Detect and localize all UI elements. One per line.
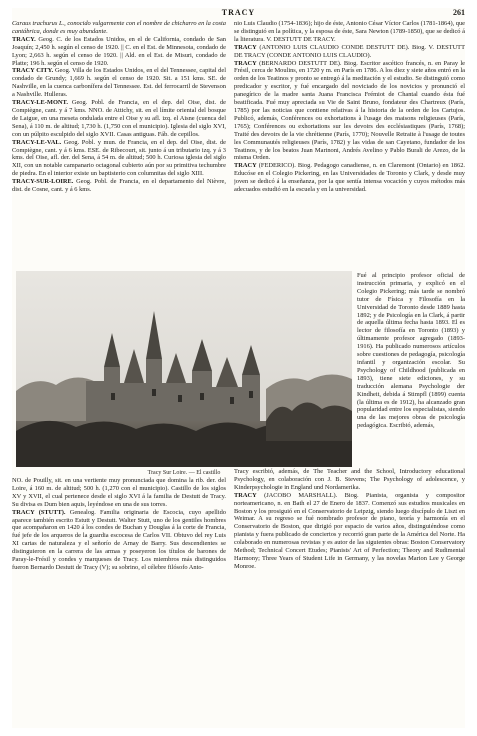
entry: TRACY (STUTT). Genealog. Familia originaria de Escocia, cuyo apellido aparece también escrito Estutt y Destutt. Walter Stutt, uno de los gentiles hombres que acompañaron en 1420 á los condes de Buchan y Douglas á la corte de Francia, fué jefe de los arqueros de la guardia escocesa de Carlos VII. Obtuvo del rey Luis XI cartas de naturaleza y el señorío de Arnay de Barry. Sus descendientes se distinguieron en la carrera de las armas y poseyeron los títulos de barones de Paray-le-Frésil y condes y marqueses de Tracy. Los miembros más distinguidos fueron Bernardo Destutt de Tracy (V); su sobrino, el célebre filósofo Anto- xyxy=(12,508,226,571)
dictionary-page xyxy=(12,8,465,728)
entry: TRACY CITY. Geog. Villa de los Estados Unidos, en el del Tennessee, capital del condado de Grundy; 1,669 h. según el censo de 1920. Sit. a 151 kms. SE. de Nashville, en la cuenca carbonífera del Tennessee. Est. del ferrocarril de Stevenson a Nashville. Hulleras. xyxy=(12,67,226,99)
left-column-lower xyxy=(12,477,226,728)
right-column-lower xyxy=(234,468,465,728)
left-column-upper xyxy=(12,20,226,268)
page-number: 261 xyxy=(453,8,465,17)
right-column-narrow xyxy=(357,272,465,468)
entry: TRACY. Geog. C. de los Estados Unidos, en el de California, condado de San Joaquín; 2,450 h. según el censo de 1920. || C. en el Est. de Minnesota, condado de Lyon; 2,663 h. según el censo de 1920. || Ald. en el Est. de Misuri, condado de Platte; 196 h. según el censo de 1920. xyxy=(12,35,226,67)
entry: TRACY-SUR-LOIRE. Geog. Pobl. de Francia, en el departamento del Nièvre, dist. de Cosne, cant. y á 6 kms. xyxy=(12,178,226,194)
entry: TRACY (JACOBO MARSHALL). Biog. Pianista, organista y compositor norteamericano, n. en Bath el 27 de Enero de 1837. Comenzó sus estudios musicales en Boston y los prosiguió en el Conservatorio de Leipzig, siendo luego discípulo de Liszt en Weimar. A su regreso se fué nombrado profesor de piano, teoría y harmonía en el Conservatorio de Boston, que dirigió por espacio de varios años, distinguiéndose como pianista y fuera publicado de conciertos y recorrió gran parte de la América del Norte. Ha colaborado en numerosas revistas y es autor de las siguientes obras: Boston Conservatory Method; Technical Concert Etudes; Pianists' Art of Perfection; Theory and Rudimental Harmony; Three Years of Student Life in Germany, y las novelas Marion Lee y George Monroe. xyxy=(234,491,465,570)
right-column-upper xyxy=(234,20,465,272)
entry: Tracy escribió, además, de The Teacher and the School, Introductory educational Psychology, en colaboración con J. B. Stevens; The Psychology of adolescence, y Kinderpsychologie in England und Nordamerika. xyxy=(234,468,465,491)
running-head xyxy=(12,8,465,20)
entry: TRACY-LE-VAL. Geog. Pobl. y mun. de Francia, en el dep. del Oise, dist. de Compiègne, cant. y á 6 kms. ESE. de Ribecourt, sit. junto á un tributario izq. y á 3 kms. del Oise, afl. der. del Sena, á 54 m. de altitud; 500 h. Curiosa iglesia del siglo XII, con un notable campanario octagonal cubierto aún por su primitiva techumbre de piedra. En el interior existe un baptisterio con columnitas del siglo XIII. xyxy=(12,138,226,178)
entry: TRACY-LE-MONT. Geog. Pobl. de Francia, en el dep. del Oise, dist. de Compiègne, cant. y á 7 kms. NNO. de Attichy, sit. en el límite oriental del bosque de Laigue, en una meseta ondulada entre el Oise y su afl. izq. el Aisne (cuenca del Sena), á 110 m. de altitud; 1,730 h. (1,750 con el municipio). Iglesia del siglo XVI, con un púlpito esculpido del siglo XVII. Casas antiguas. Fáb. de cepillos. xyxy=(12,99,226,138)
photo-caption: Tracy Sur Loire. — El castillo xyxy=(147,470,221,476)
entry: NO. de Pouilly, sit. en una vertiente muy pronunciada que domina la rib. der. del Loire, á 160 m. de altitud; 500 h. (1,270 con el municipio). Castillo de los siglos XV y XVII, el cual pertenece desde el siglo XVI á la familia de Destutt de Tracy. Su divisa es Dum bien aquis, leyéndose en una de sus torres. xyxy=(12,477,226,508)
entry: Caraus trachurus L., conocido vulgarmente con el nombre de chicharro en la costa cantábrica, donde es muy abundante. xyxy=(12,20,226,35)
entry: TRACY (FEDERICO). Biog. Pedagogo canadiense, n. en Claremont (Ontario) en 1862. Educóse en el Colegio Pickering, en las Universidades de Toronto y Clark, y desde muy joven se dedicó á la enseñanza, por la que sentía intensa vocación y cuyos métodos más adecuados estudió en la escuela y en la universidad. xyxy=(234,162,465,194)
entry: TRACY (BERNARDO DESTUTT DE). Biog. Escritor ascético francés, n. en Paray le Frésil, cerca de Moulins, en 1720 y m. en París en 1786. A los diez y siete años entró en la orden de los Teatinos y pronto se entregó á la meditación y el estudio. Se distinguió como predicador y escritor, y fué encargado del noviciado de los novicios y pronunció el panegírico de la madre santa Juana Francisca Frémiot de Chantal cuando ésta fué beatificada. Fué muy apreciada su Vie de Saint Bruno, fondateur des Chartreux (París, 1785) por las noticias que contiene relativas á la historia de la orden de los Cartujos. Publicó, además, Conférences ou exhortations à l'usage des maisons religieuses (París, 1765); Conférences ou exhortations sur les devoirs des ecclésiastiques (París, 1768); Traité des devoirs de la vie chrétienne (París, 1770); Nouvelle Retraite à l'usage de toutes les Communautés religieuses (París, 1782) y las vidas de san Cayetano, fundador de los Teatinos, y de los beatos Juan Marinoni, Andrés Avelino y Pablo Burali de Arezo, de la misma Orden. xyxy=(234,59,465,162)
castle-photograph xyxy=(16,271,352,467)
entry: nio Luis Claudio (1754-1836); hijo de éste, Antonio César Víctor Carlos (1781-1864), que se distinguió en la política, y la esposa de éste, Sara Newton (1789-1850), que se dedicó á la literatura. V. DESTUTT DE TRACY. xyxy=(234,20,465,43)
entry: TRACY (ANTONIO LUIS CLAUDIO CONDE DESTUTT DE). Biog. V. DESTUTT DE TRACY (CONDE ANTONIO LUIS CLAUDIO). xyxy=(234,43,465,59)
entry: Fué al principio profesor oficial de instrucción primaria, y explicó en el Colegio Pickering; más tarde se nombró tutor de Física y Filosofía en la Universidad de Toronto desde 1889 hasta 1892; y de Psicología en la Clark, á partir de aquella última fecha hasta 1893. El es lector de filosofía en Toronto (1893) y últimamente profesor agregado (1893-1916). Ha publicado numerosos artículos sobre cuestiones de pedagogía, psicología infantil y organización escolar. Su Psychology of Childhood (publicada en 1893), tiene siete ediciones, y su traducción alemana Psychologie der Kindheit, debida á Stimpfl (1899) cuenta (la última es de 1912), ha alcanzado gran popularidad entre los especialistas, siendo una de las mejores obras de psicología pedagógica. Escribió, además, xyxy=(357,272,465,430)
header-word: TRACY xyxy=(221,8,256,17)
